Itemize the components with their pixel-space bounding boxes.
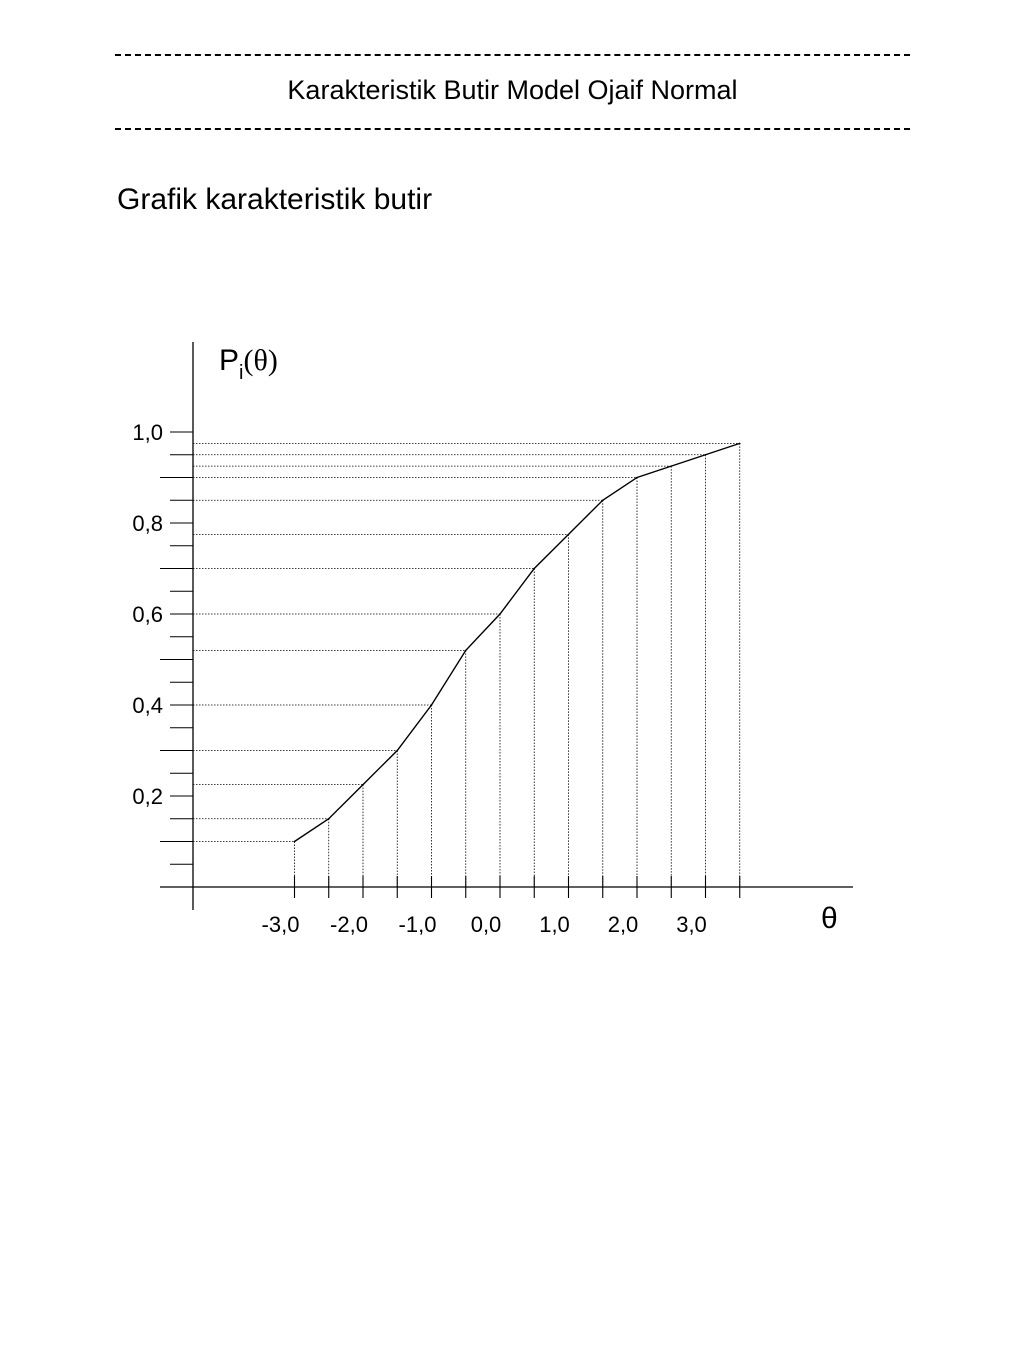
chart-axes [160,342,853,910]
data-point [465,650,467,652]
data-point [499,613,501,615]
y-axis-label-main: P [219,344,240,377]
data-point [636,477,638,479]
y-tick-label: 0,4 [132,693,163,718]
data-point [533,568,535,570]
y-tick-label: 0,6 [132,602,163,627]
data-point [705,454,707,456]
y-axis-label [219,344,278,384]
x-tick-label: -3,0 [261,912,300,937]
y-tick-label: 0,8 [132,511,163,536]
data-point [602,499,604,501]
data-point [670,465,672,467]
x-tick-label: 1,0 [539,912,570,937]
x-tick-label: 2,0 [607,912,639,937]
y-tick-label: 1,0 [132,420,163,445]
chart-labels [132,344,837,937]
data-point [431,704,433,706]
x-tick-label: 3,0 [676,912,707,937]
data-point [396,750,398,752]
y-axis-label-tail: (θ) [243,344,278,377]
x-tick-label: -2,0 [330,912,368,937]
x-tick-label: -1,0 [398,912,437,937]
data-point [568,534,570,536]
y-axis-label-subscript: i [239,362,244,384]
y-tick-label: 0,2 [132,784,163,809]
x-axis-label: θ [821,902,838,935]
chart-guide-lines [193,443,740,887]
chart-curve [294,443,741,843]
data-point [294,841,296,843]
data-point [328,818,330,820]
data-point [362,784,364,786]
section-title: Grafik karakteristik butir [117,183,433,216]
item-characteristic-curve [295,443,740,841]
page-title: Karakteristik Butir Model Ojaif Normal [287,75,738,105]
x-tick-label: 0,0 [470,912,502,937]
data-point [739,443,741,445]
